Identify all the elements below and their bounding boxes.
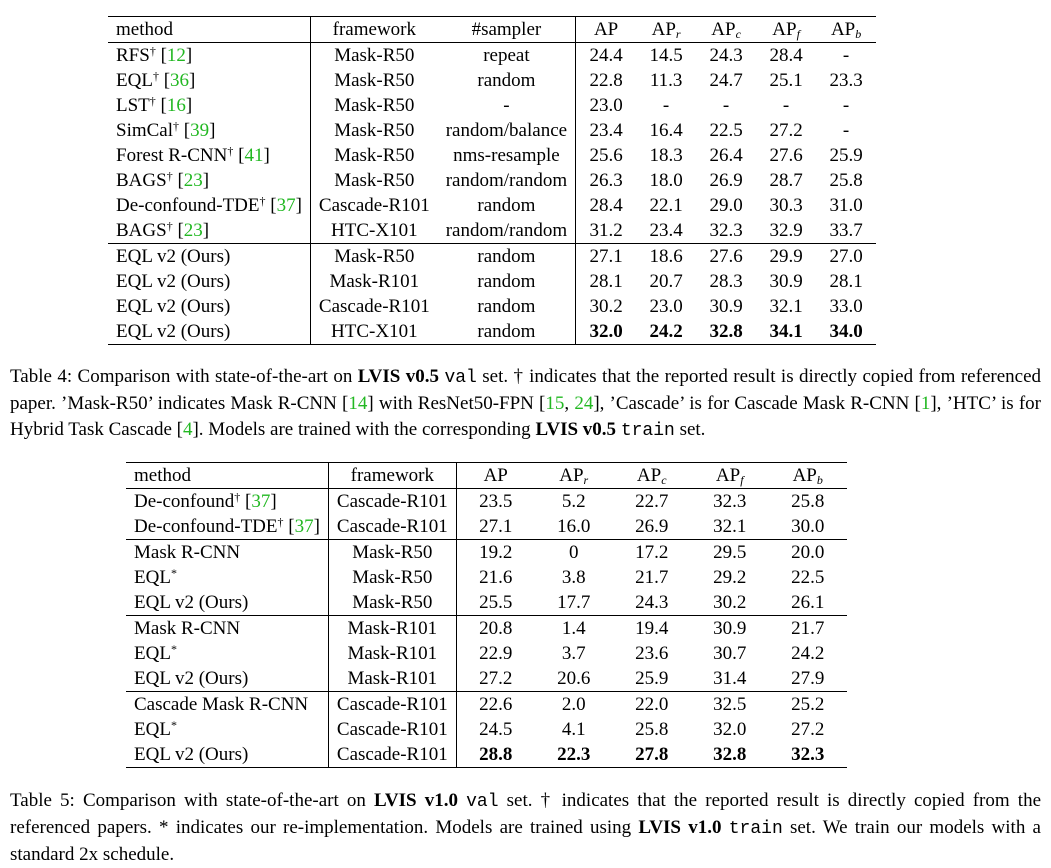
ap-cell: 22.9 [479, 643, 513, 664]
method-cell [108, 269, 310, 294]
sampler-cell: random [438, 269, 576, 294]
table-row [108, 168, 876, 193]
apf-cell: 32.1 [713, 516, 747, 537]
apc-cell: 25.9 [635, 668, 669, 689]
citation-link[interactable]: 41 [244, 145, 264, 166]
apc-cell: 26.9 [709, 170, 743, 191]
framework-cell: Mask-R101 [329, 271, 420, 292]
framework-cell: Mask-R50 [334, 170, 415, 191]
ap-cell: 27.2 [479, 668, 513, 689]
footnote-mark: † [166, 169, 173, 183]
apc-cell: 27.8 [613, 742, 691, 768]
citation-link[interactable]: 36 [170, 70, 190, 91]
apr-cell: 14.5 [649, 45, 683, 66]
ap-cell: 25.5 [479, 592, 513, 613]
apf-cell: 30.9 [769, 271, 803, 292]
table-row [126, 489, 847, 515]
table-row [126, 565, 847, 590]
table-row [126, 514, 847, 540]
footnote-mark: † [149, 44, 156, 58]
apr-cell: - [662, 95, 670, 116]
apf-cell: 27.2 [769, 120, 803, 141]
sampler-cell: random [438, 68, 576, 93]
apr-cell: 20.7 [649, 271, 683, 292]
method-cell [126, 742, 328, 768]
method-name: EQL v2 (Ours) [116, 321, 231, 342]
apc-cell: 24.3 [709, 45, 743, 66]
table-row [108, 193, 876, 218]
method-name: EQL [134, 567, 171, 588]
header-ap-c: $AP_c$ [696, 17, 756, 43]
header-ap-b: $AP_b$ [816, 17, 876, 43]
apf-cell: 32.8 [691, 742, 769, 768]
apr-cell: 18.3 [649, 145, 683, 166]
method-name: EQL v2 (Ours) [134, 592, 249, 613]
header-ap: AP [456, 463, 535, 489]
table-row [108, 143, 876, 168]
apf-cell: 29.2 [713, 567, 747, 588]
citation-link[interactable]: 37 [276, 195, 296, 216]
ap-cell: 24.5 [479, 719, 513, 740]
apb-cell: 33.0 [829, 296, 863, 317]
method-cell: BAGS† [23] [108, 168, 310, 193]
table-4-body [108, 43, 876, 345]
framework-cell: Cascade-R101 [328, 514, 456, 540]
apb-cell: - [842, 45, 850, 66]
method-cell: EQL† [36] [108, 68, 310, 93]
footnote-mark: * [170, 718, 177, 732]
apb-cell: 27.9 [791, 668, 825, 689]
method-name: SimCal [116, 120, 174, 141]
sampler-cell: - [438, 93, 576, 118]
apf-cell: 28.7 [769, 170, 803, 191]
apr-cell: 3.7 [561, 643, 586, 664]
method-cell [126, 616, 328, 642]
apr-cell: 18.0 [649, 170, 683, 191]
method-name: EQL [134, 719, 171, 740]
framework-cell: Mask-R50 [334, 120, 415, 141]
method-name: EQL v2 (Ours) [116, 296, 231, 317]
table-row [108, 68, 876, 93]
citation-link[interactable]: 37 [251, 491, 271, 512]
footnote-mark: † [152, 69, 159, 83]
ap-cell: 21.6 [479, 567, 513, 588]
apr-cell: 18.6 [636, 244, 696, 270]
apc-cell: 23.6 [635, 643, 669, 664]
apf-cell: 32.3 [713, 491, 747, 512]
ap-cell: 23.0 [589, 95, 623, 116]
apc-cell: 24.3 [635, 592, 669, 613]
ap-cell: 28.1 [589, 271, 623, 292]
apr-cell: 4.1 [561, 719, 586, 740]
ap-cell: 20.8 [456, 616, 535, 642]
sampler-cell: random [438, 294, 576, 319]
footnote-mark: † [277, 515, 284, 529]
citation-link[interactable]: 12 [166, 45, 186, 66]
framework-cell: Mask-R50 [334, 45, 415, 66]
apr-cell: 17.7 [557, 592, 591, 613]
apf-cell: - [782, 95, 790, 116]
method-name: Mask R-CNN [134, 542, 241, 563]
framework-cell: Cascade-R101 [328, 692, 456, 718]
apb-cell: - [842, 120, 850, 141]
ap-cell: 19.2 [456, 540, 535, 566]
table-row [108, 269, 876, 294]
ap-cell: 28.4 [589, 195, 623, 216]
method-cell [108, 319, 310, 345]
ap-cell: 31.2 [589, 220, 623, 241]
method-cell [108, 244, 310, 270]
ap-cell: 26.3 [589, 170, 623, 191]
table-row [126, 742, 847, 768]
table-5-caption: Table 5: Comparison with state-of-the-art on LVIS v1.0 val set. † indicates that the reported result is directly copied from the referenced papers. * indicates our re-implementation. Models are trained using LVIS v1.0 train set. We train our models with a standard 2x schedule. [10, 790, 1041, 865]
footnote-mark: * [170, 642, 177, 656]
apf-cell: 25.1 [769, 70, 803, 91]
apb-cell: 33.7 [829, 220, 863, 241]
apr-cell: 22.3 [535, 742, 613, 768]
method-cell: De-confound† [37] [126, 489, 328, 515]
method-name: Mask R-CNN [134, 618, 241, 639]
ap-cell: 27.1 [576, 244, 637, 270]
apf-cell: 30.9 [691, 616, 769, 642]
method-cell [126, 565, 328, 590]
ap-cell: 22.8 [589, 70, 623, 91]
table-row [126, 540, 847, 566]
apb-cell: 26.1 [791, 592, 825, 613]
method-cell [126, 641, 328, 666]
table-row [126, 692, 847, 718]
apc-cell: 26.4 [709, 145, 743, 166]
ap-cell: 23.5 [479, 491, 513, 512]
apb-cell: 25.2 [769, 692, 847, 718]
framework-cell: Cascade-R101 [318, 195, 430, 216]
table-row [108, 218, 876, 244]
method-name: EQL v2 (Ours) [116, 246, 231, 267]
sampler-cell: repeat [438, 43, 576, 69]
header-ap-c: $AP_c$ [613, 463, 691, 489]
sampler-cell: nms-resample [438, 143, 576, 168]
ap-cell: 23.4 [589, 120, 623, 141]
method-cell: BAGS† [23] [108, 218, 310, 244]
method-cell [126, 590, 328, 616]
table-row [126, 590, 847, 616]
table-row [108, 43, 876, 69]
table-row [108, 244, 876, 270]
apc-cell: 22.7 [635, 491, 669, 512]
apb-cell: 20.0 [769, 540, 847, 566]
apc-cell: 27.6 [696, 244, 756, 270]
apr-cell: 11.3 [649, 70, 683, 91]
apb-cell: 31.0 [829, 195, 863, 216]
apb-cell: 32.3 [769, 742, 847, 768]
apr-cell: 5.2 [561, 491, 586, 512]
apf-cell: 32.5 [691, 692, 769, 718]
apb-cell: 27.2 [791, 719, 825, 740]
table-row [108, 294, 876, 319]
method-name: De-confound-TDE [116, 195, 260, 216]
apr-cell: 22.1 [649, 195, 683, 216]
method-cell: SimCal† [39] [108, 118, 310, 143]
framework-cell: Mask-R50 [328, 540, 456, 566]
apf-cell: 29.5 [691, 540, 769, 566]
apf-cell: 28.4 [769, 45, 803, 66]
footnote-mark: † [259, 194, 266, 208]
framework-cell: Mask-R50 [310, 244, 437, 270]
apr-cell: 24.2 [636, 319, 696, 345]
table-row [126, 616, 847, 642]
method-cell: Forest R-CNN† [41] [108, 143, 310, 168]
citation-link[interactable]: 37 [294, 516, 314, 537]
header-ap-r: $AP_r$ [535, 463, 613, 489]
method-name: RFS [116, 45, 150, 66]
apc-cell: 32.8 [696, 319, 756, 345]
method-name: EQL [134, 643, 171, 664]
header-sampler: #sampler [438, 17, 576, 43]
apc-cell: 22.0 [613, 692, 691, 718]
apf-cell: 30.2 [713, 592, 747, 613]
footnote-mark: † [227, 144, 234, 158]
framework-cell: Mask-R50 [334, 95, 415, 116]
method-cell [108, 294, 310, 319]
sampler-cell: random [438, 244, 576, 270]
footnote-mark: † [234, 490, 241, 504]
apr-cell: 0 [535, 540, 613, 566]
table-5-body [126, 489, 847, 768]
header-ap-b: $AP_b$ [769, 463, 847, 489]
method-name: De-confound-TDE [134, 516, 278, 537]
header-ap-r: $AP_r$ [636, 17, 696, 43]
framework-cell: Cascade-R101 [328, 742, 456, 768]
method-name: De-confound [134, 491, 235, 512]
apf-cell: 31.4 [713, 668, 747, 689]
ap-cell: 32.0 [576, 319, 637, 345]
sampler-cell: random/random [438, 218, 576, 244]
apc-cell: 26.9 [635, 516, 669, 537]
ap-cell: 28.8 [456, 742, 535, 768]
framework-cell: Cascade-R101 [328, 489, 456, 515]
ap-cell: 27.1 [479, 516, 513, 537]
header-method: method [126, 463, 328, 489]
apf-cell: 32.0 [713, 719, 747, 740]
apc-cell: 30.9 [709, 296, 743, 317]
apc-cell: 24.7 [709, 70, 743, 91]
framework-cell: Mask-R101 [328, 666, 456, 692]
apf-cell: 27.6 [769, 145, 803, 166]
table-row [108, 118, 876, 143]
method-name: Cascade Mask R-CNN [134, 694, 309, 715]
sampler-cell: random/random [438, 168, 576, 193]
apr-cell: 1.4 [535, 616, 613, 642]
framework-cell: Mask-R50 [328, 590, 456, 616]
method-name: BAGS [116, 220, 167, 241]
table-row [126, 641, 847, 666]
apc-cell: 28.3 [709, 271, 743, 292]
citation-link[interactable]: 39 [190, 120, 210, 141]
table-row [108, 93, 876, 118]
apr-cell: 23.4 [649, 220, 683, 241]
framework-cell: HTC-X101 [310, 319, 437, 345]
sampler-cell: random [438, 193, 576, 218]
method-name: LST [116, 95, 150, 116]
apr-cell: 3.8 [561, 567, 586, 588]
citation-link[interactable]: 23 [183, 220, 203, 241]
apc-cell: 32.3 [709, 220, 743, 241]
apr-cell: 16.0 [557, 516, 591, 537]
apf-cell: 32.9 [769, 220, 803, 241]
apc-cell: 29.0 [709, 195, 743, 216]
method-cell: De-confound-TDE† [37] [108, 193, 310, 218]
table-row [108, 319, 876, 345]
ap-cell: 30.2 [589, 296, 623, 317]
apb-cell: 23.3 [829, 70, 863, 91]
method-cell: RFS† [12] [108, 43, 310, 69]
table-4 [108, 16, 876, 345]
apb-cell: 25.9 [829, 145, 863, 166]
framework-cell: Mask-R101 [328, 616, 456, 642]
framework-cell: HTC-X101 [331, 220, 418, 241]
framework-cell: Cascade-R101 [328, 717, 456, 742]
header-framework: framework [310, 17, 437, 43]
method-name: EQL v2 (Ours) [116, 271, 231, 292]
header-ap-f: $AP_f$ [691, 463, 769, 489]
table-4-header-row [108, 17, 876, 43]
ap-cell: 24.4 [589, 45, 623, 66]
apb-cell: 34.0 [816, 319, 876, 345]
method-cell: LST† [16] [108, 93, 310, 118]
citation-link[interactable]: 16 [166, 95, 186, 116]
method-cell [126, 717, 328, 742]
method-name: EQL [116, 70, 153, 91]
footnote-mark: * [170, 566, 177, 580]
sampler-cell: random [438, 319, 576, 345]
apr-cell: 2.0 [535, 692, 613, 718]
table-4-caption: Table 4: Comparison with state-of-the-art on LVIS v0.5 val set. † indicates that the reported result is directly copied from referenced paper. ’Mask-R50’ indicates Mask R-CNN [14] with ResNet50-FPN [15, 24], ’Cascade’ is for Cascade Mask R-CNN [1], ’HTC’ is for Hybrid Task Cascade [4]. Models are trained with the corresponding LVIS v0.5 train set. [10, 366, 1041, 441]
header-method: method [108, 17, 310, 43]
apf-cell: 30.7 [713, 643, 747, 664]
table-5 [126, 462, 847, 768]
apb-cell: 27.0 [816, 244, 876, 270]
footnote-mark: † [173, 119, 180, 133]
apr-cell: 20.6 [557, 668, 591, 689]
framework-cell: Mask-R50 [334, 145, 415, 166]
apb-cell: - [842, 95, 850, 116]
header-ap: AP [576, 17, 637, 43]
method-cell: De-confound-TDE† [37] [126, 514, 328, 540]
apc-cell: 22.5 [709, 120, 743, 141]
apb-cell: 25.8 [829, 170, 863, 191]
apf-cell: 34.1 [756, 319, 816, 345]
apb-cell: 24.2 [791, 643, 825, 664]
apb-cell: 21.7 [769, 616, 847, 642]
footnote-mark: † [166, 219, 173, 233]
apc-cell: 19.4 [613, 616, 691, 642]
apb-cell: 30.0 [791, 516, 825, 537]
footnote-mark: † [149, 94, 156, 108]
apr-cell: 23.0 [649, 296, 683, 317]
method-name: EQL v2 (Ours) [134, 744, 249, 765]
citation-link[interactable]: 23 [183, 170, 203, 191]
apr-cell: 16.4 [649, 120, 683, 141]
apf-cell: 29.9 [756, 244, 816, 270]
method-name: EQL v2 (Ours) [134, 668, 249, 689]
apc-cell: - [722, 95, 730, 116]
framework-cell: Cascade-R101 [318, 296, 430, 317]
apb-cell: 25.8 [791, 491, 825, 512]
table-row [126, 666, 847, 692]
framework-cell: Mask-R101 [328, 641, 456, 666]
framework-cell: Mask-R50 [334, 70, 415, 91]
apc-cell: 17.2 [613, 540, 691, 566]
sampler-cell: random/balance [438, 118, 576, 143]
method-cell [126, 692, 328, 718]
method-cell [126, 540, 328, 566]
apb-cell: 22.5 [791, 567, 825, 588]
method-name: BAGS [116, 170, 167, 191]
table-5-header-row [126, 463, 847, 489]
header-framework: framework [328, 463, 456, 489]
apc-cell: 25.8 [635, 719, 669, 740]
framework-cell: Mask-R50 [328, 565, 456, 590]
header-ap-f: $AP_f$ [756, 17, 816, 43]
method-name: Forest R-CNN [116, 145, 228, 166]
ap-cell: 25.6 [589, 145, 623, 166]
apf-cell: 32.1 [769, 296, 803, 317]
method-cell [126, 666, 328, 692]
ap-cell: 22.6 [456, 692, 535, 718]
apf-cell: 30.3 [769, 195, 803, 216]
apb-cell: 28.1 [829, 271, 863, 292]
table-row [126, 717, 847, 742]
apc-cell: 21.7 [635, 567, 669, 588]
